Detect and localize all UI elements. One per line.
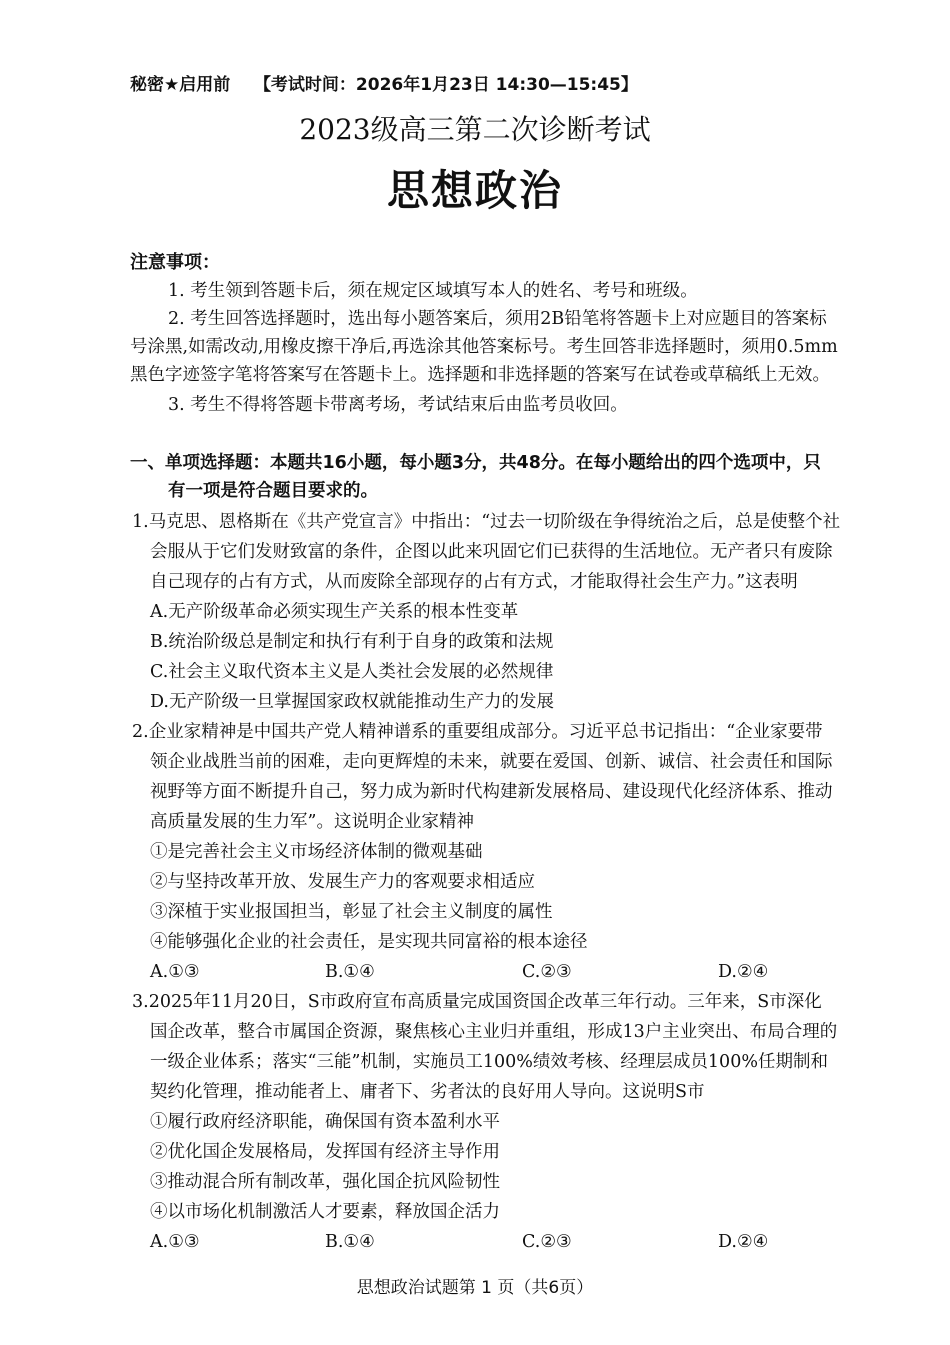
- question-3-statement-3: ③推动混合所有制改革，强化国企抗风险韧性: [150, 1172, 500, 1192]
- question-1-stem-line-1: 1.马克思、恩格斯在《共产党宣言》中指出：“过去一切阶级在争得统治之后，总是使整个社: [132, 512, 841, 532]
- notes-item-1: 1. 考生领到答题卡后，须在规定区域填写本人的姓名、考号和班级。: [168, 281, 698, 301]
- exam-title: 2023级高三第二次诊断考试: [299, 113, 651, 146]
- question-3-statement-2: ②优化国企发展格局，发挥国有经济主导作用: [150, 1142, 500, 1162]
- question-2-choice-c: C.②③: [522, 962, 572, 982]
- question-2-statement-4: ④能够强化企业的社会责任，是实现共同富裕的根本途径: [150, 932, 588, 952]
- question-1-option-c: C.社会主义取代资本主义是人类社会发展的必然规律: [150, 662, 554, 682]
- question-3-stem-line-3: 一级企业体系；落实“三能”机制，实施员工100%绩效考核、经理层成员100%任期制和: [150, 1052, 828, 1072]
- notes-item-2-line-3: 黑色字迹签字笔将答案写在答题卡上。选择题和非选择题的答案写在试卷或草稿纸上无效。: [130, 365, 830, 385]
- section-1-heading-line-2: 有一项是符合题目要求的。: [168, 481, 378, 501]
- question-3-choice-d: D.②④: [718, 1232, 769, 1252]
- exam-time: 【考试时间：2026年1月23日 14:30—15:45】: [253, 75, 638, 95]
- notes-heading: 注意事项：: [130, 252, 220, 273]
- question-2-stem-line-3: 视野等方面不断提升自己，努力成为新时代构建新发展格局、建设现代化经济体系、推动: [150, 782, 833, 802]
- question-2-stem-line-1: 2.企业家精神是中国共产党人精神谱系的重要组成部分。习近平总书记指出：“企业家要带: [132, 722, 823, 742]
- question-1-stem-line-3: 自己现存的占有方式，从而废除全部现存的占有方式，才能取得社会生产力。”这表明: [150, 572, 798, 592]
- question-3-choice-c: C.②③: [522, 1232, 572, 1252]
- question-3-stem-line-2: 国企改革，整合市属国企资源，聚焦核心主业归并重组，形成13户主业突出、布局合理的: [150, 1022, 838, 1042]
- notes-item-3: 3. 考生不得将答题卡带离考场，考试结束后由监考员收回。: [168, 395, 628, 415]
- question-1-stem-line-2: 会服从于它们发财致富的条件，企图以此来巩固它们已获得的生活地位。无产者只有废除: [150, 542, 833, 562]
- question-3-choice-b: B.①④: [325, 1232, 375, 1252]
- header-line: [130, 70, 638, 95]
- question-1-option-b: B.统治阶级总是制定和执行有利于自身的政策和法规: [150, 632, 554, 652]
- notes-item-2-line-2: 号涂黑,如需改动,用橡皮擦干净后,再选涂其他答案标号。考生回答非选择题时，须用0.5mm: [130, 337, 838, 357]
- secret-label: 秘密★启用前: [130, 75, 231, 95]
- question-3-stem-line-4: 契约化管理，推动能者上、庸者下、劣者汰的良好用人导向。这说明S市: [150, 1082, 705, 1102]
- question-2-statement-1: ①是完善社会主义市场经济体制的微观基础: [150, 842, 483, 862]
- question-3-statement-1: ①履行政府经济职能，确保国有资本盈利水平: [150, 1112, 500, 1132]
- question-2-statement-3: ③深植于实业报国担当，彰显了社会主义制度的属性: [150, 902, 553, 922]
- question-1-option-a: A.无产阶级革命必须实现生产关系的根本性变革: [150, 602, 519, 622]
- page-footer: 思想政治试题第 1 页（共6页）: [356, 1278, 594, 1298]
- question-2-stem-line-4: 高质量发展的生力军”。这说明企业家精神: [150, 812, 474, 832]
- notes-item-2-line-1: 2. 考生回答选择题时，选出每小题答案后，须用2B铅笔将答题卡上对应题目的答案标: [168, 309, 827, 329]
- section-1-heading-line-1: 一、单项选择题：本题共16小题，每小题3分，共48分。在每小题给出的四个选项中，只: [130, 453, 821, 473]
- question-2-choice-d: D.②④: [718, 962, 769, 982]
- subject-title: 思想政治: [386, 166, 563, 215]
- question-2-stem-line-2: 领企业战胜当前的困难，走向更辉煌的未来，就要在爱国、创新、诚信、社会责任和国际: [150, 752, 833, 772]
- question-1-option-d: D.无产阶级一旦掌握国家政权就能推动生产力的发展: [150, 692, 554, 712]
- question-3-choice-a: A.①③: [150, 1232, 200, 1252]
- question-3-stem-line-1: 3.2025年11月20日，S市政府宣布高质量完成国资国企改革三年行动。三年来，S市深化: [132, 992, 822, 1012]
- question-2-statement-2: ②与坚持改革开放、发展生产力的客观要求相适应: [150, 872, 535, 892]
- question-2-choice-a: A.①③: [150, 962, 200, 982]
- question-3-statement-4: ④以市场化机制激活人才要素，释放国企活力: [150, 1202, 500, 1222]
- question-2-choice-b: B.①④: [325, 962, 375, 982]
